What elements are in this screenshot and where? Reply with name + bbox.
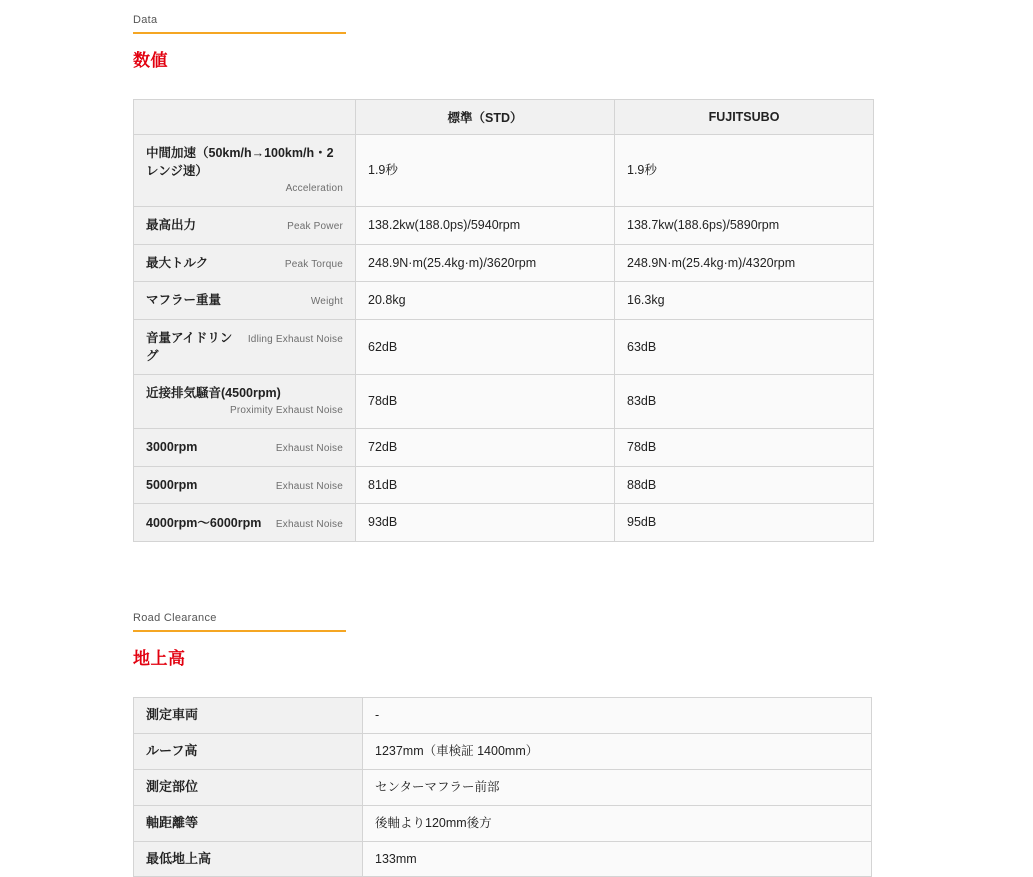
row-label-jp: 近接排気騒音(4500rpm) — [146, 386, 281, 401]
row-label: 最低地上高 — [134, 841, 363, 877]
row-value: 133mm — [363, 841, 872, 877]
table-row — [134, 841, 872, 877]
section-heading-data: 数値 — [133, 51, 168, 70]
row-label: ルーフ高 — [134, 733, 363, 769]
table-row — [134, 428, 874, 466]
table-row — [134, 244, 874, 282]
row-label — [134, 320, 356, 375]
row-label — [134, 135, 356, 207]
row-value-fujitsubo: 78dB — [615, 428, 874, 466]
row-value-fujitsubo: 88dB — [615, 466, 874, 504]
section-eyebrow-data: Data — [133, 14, 158, 26]
row-value-std: 248.9N·m(25.4kg·m)/3620rpm — [356, 244, 615, 282]
section-road-clearance — [0, 542, 1033, 877]
table-row — [134, 375, 874, 429]
table-row — [134, 466, 874, 504]
row-label-en: Acceleration — [285, 183, 343, 195]
row-value-std: 1.9秒 — [356, 135, 615, 207]
row-value-fujitsubo: 248.9N·m(25.4kg·m)/4320rpm — [615, 244, 874, 282]
row-label-jp: 最高出力 — [146, 217, 197, 232]
table-row — [134, 769, 872, 805]
row-label-jp: 音量アイドリング — [146, 331, 233, 364]
row-label-en: Proximity Exhaust Noise — [230, 405, 343, 417]
row-label — [134, 466, 356, 504]
row-value-fujitsubo: 138.7kw(188.6ps)/5890rpm — [615, 206, 874, 244]
row-value: 後軸より120mm後方 — [363, 805, 872, 841]
row-value: 1237mm（車検証 1400mm） — [363, 733, 872, 769]
row-label: 測定部位 — [134, 769, 363, 805]
row-value-fujitsubo: 83dB — [615, 375, 874, 429]
header-cell-blank — [134, 100, 356, 135]
spec-table-body — [134, 135, 874, 542]
row-label — [134, 282, 356, 320]
row-value-std: 78dB — [356, 375, 615, 429]
row-label-en: Weight — [310, 296, 343, 308]
row-label-jp: 4000rpm〜6000rpm — [146, 515, 262, 530]
row-label-jp: 3000rpm — [146, 440, 198, 454]
header-cell-fujitsubo: FUJITSUBO — [615, 100, 874, 135]
spec-table-head — [134, 100, 874, 135]
section-heading-road-clearance: 地上高 — [133, 649, 186, 669]
section-eyebrow-road-clearance: Road Clearance — [133, 612, 217, 625]
table-header-row — [134, 100, 874, 135]
table-row — [134, 698, 872, 734]
row-label-en: Exhaust Noise — [275, 443, 343, 454]
accent-rule-data — [133, 32, 346, 34]
clearance-table — [133, 697, 872, 877]
row-value-fujitsubo: 1.9秒 — [615, 135, 874, 207]
spec-table — [133, 99, 874, 542]
row-label — [134, 244, 356, 282]
row-label-jp: 中間加速（50km/h→100km/h・2レンジ速） — [146, 146, 334, 179]
row-label-en: Peak Torque — [284, 258, 343, 270]
table-row — [134, 504, 874, 542]
row-label-en: Peak Power — [287, 220, 343, 232]
row-value-std: 81dB — [356, 466, 615, 504]
row-value-std: 93dB — [356, 504, 615, 542]
row-label-jp: 最大トルク — [146, 255, 209, 270]
row-label-en: Exhaust Noise — [275, 480, 343, 492]
row-label-jp: マフラー重量 — [146, 293, 222, 308]
row-value-fujitsubo: 95dB — [615, 504, 874, 542]
row-value-fujitsubo: 63dB — [615, 320, 874, 375]
row-label — [134, 504, 356, 542]
row-value-fujitsubo: 16.3kg — [615, 282, 874, 320]
table-row — [134, 733, 872, 769]
row-value-std: 138.2kw(188.0ps)/5940rpm — [356, 206, 615, 244]
table-row — [134, 206, 874, 244]
row-label: 測定車両 — [134, 698, 363, 734]
row-label-en: Exhaust Noise — [275, 518, 343, 530]
clearance-table-body — [134, 698, 872, 877]
row-label — [134, 206, 356, 244]
table-row — [134, 805, 872, 841]
row-value-std: 20.8kg — [356, 282, 615, 320]
row-label: 軸距離等 — [134, 805, 363, 841]
table-row — [134, 320, 874, 375]
row-value-std: 62dB — [356, 320, 615, 375]
row-label — [134, 375, 356, 429]
table-row — [134, 135, 874, 207]
accent-rule-road-clearance — [133, 630, 346, 632]
row-label-jp: 5000rpm — [146, 477, 198, 492]
row-label-en: Idling Exhaust Noise — [247, 334, 343, 345]
row-value: センターマフラー前部 — [363, 769, 872, 805]
header-cell-std: 標準（STD） — [356, 100, 615, 135]
table-row — [134, 282, 874, 320]
row-label — [134, 428, 356, 466]
row-value: - — [363, 698, 872, 734]
row-value-std: 72dB — [356, 428, 615, 466]
